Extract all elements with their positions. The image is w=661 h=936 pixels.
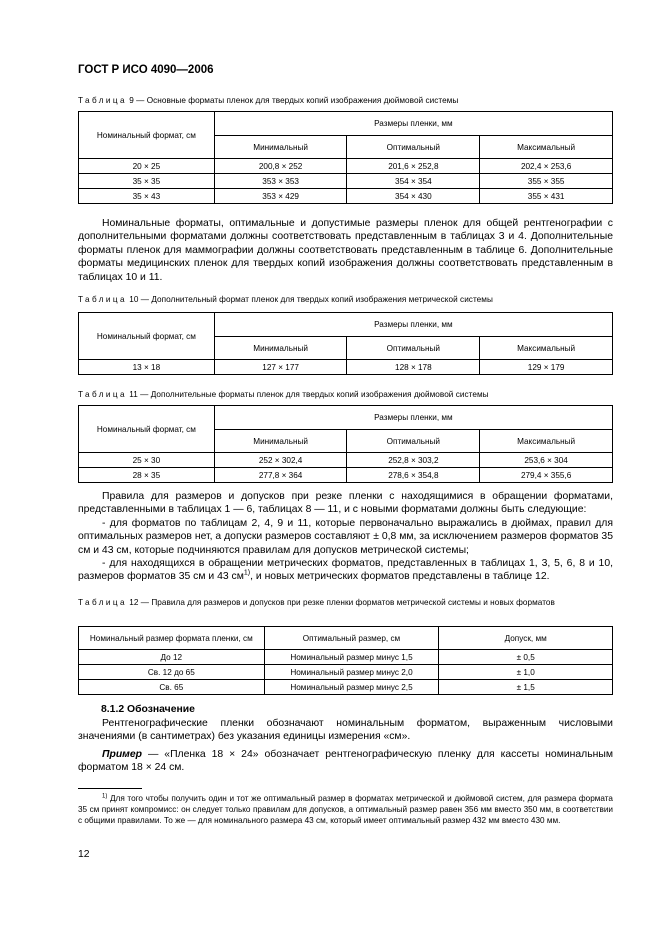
cell: ± 0,5: [439, 650, 613, 665]
header-opt: Оптимальный: [347, 430, 480, 453]
table-row: [79, 468, 613, 483]
header-film-sizes: Размеры пленки, мм: [214, 313, 612, 337]
cell: 354 × 354: [347, 174, 480, 189]
page-number: 12: [78, 849, 90, 860]
paragraph-designation: [78, 717, 613, 775]
example-text: — «Пленка 18 × 24» обозначает рентгенографическую пленку для кассеты номинальным форматом 18 × 24 см.: [78, 748, 613, 774]
table-row: [79, 650, 613, 665]
cell: 200,8 × 252: [214, 159, 347, 174]
cell: 252 × 302,4: [214, 453, 347, 468]
paragraph-rules: [78, 490, 613, 584]
cell: 128 × 178: [347, 360, 480, 375]
paragraph-text: Номинальные форматы, оптимальные и допустимые размеры пленок для общей рентгенографии с дополнительными форматами должны соответствовать представленным в таблицах 3 и 4. Дополнительные форматы пленок для маммографии должны соответствовать представленным в таблице 6. Дополнительные форматы медицинских пленок для твердых копий изображения должны соответствовать представленным в таблицах 10 и 11.: [78, 218, 613, 283]
table-row: [79, 360, 613, 375]
cell: 354 × 430: [347, 189, 480, 204]
footnote-text: [78, 793, 613, 827]
caption-word: Таблица: [78, 390, 127, 399]
cell: 353 × 429: [214, 189, 347, 204]
caption-word: Таблица: [78, 295, 127, 304]
cell: 202,4 × 253,6: [480, 159, 613, 174]
table-10-caption: [78, 295, 493, 304]
table-row: [79, 159, 613, 174]
table-12-caption: [78, 597, 613, 608]
cell: 355 × 355: [480, 174, 613, 189]
header-max: Максимальный: [480, 430, 613, 453]
cell: 129 × 179: [480, 360, 613, 375]
cell: 35 × 35: [79, 174, 215, 189]
table-row: [79, 189, 613, 204]
header-nominal: Номинальный формат, см: [79, 313, 215, 360]
table-row: [79, 453, 613, 468]
footnote-mark: 1): [102, 793, 108, 800]
cell: 353 × 353: [214, 174, 347, 189]
standard-header: ГОСТ Р ИСО 4090—2006: [78, 64, 214, 76]
cell: ± 1,0: [439, 665, 613, 680]
cell: 13 × 18: [79, 360, 215, 375]
text-run: , и новых метрических форматов представлены в таблице 12.: [250, 571, 550, 583]
caption-word: Таблица: [78, 96, 127, 105]
caption-text: 11 — Дополнительные форматы пленок для твердых копий изображения дюймовой системы: [126, 390, 489, 399]
header-opt: Оптимальный: [347, 136, 480, 159]
footnote: [78, 793, 613, 827]
cell: 127 × 177: [214, 360, 347, 375]
cell: 20 × 25: [79, 159, 215, 174]
footnote-divider: [78, 788, 142, 789]
table-12: [78, 626, 613, 695]
cell: Св. 12 до 65: [79, 665, 265, 680]
cell: Номинальный размер минус 2,5: [264, 680, 439, 695]
paragraph-formats: [78, 217, 613, 284]
header-nominal: Номинальный формат, см: [79, 406, 215, 453]
cell: До 12: [79, 650, 265, 665]
paragraph-text: Рентгенографические пленки обозначают номинальным форматом, выраженным числовыми значениями (в сантиметрах) без указания единицы измерения «см».: [78, 718, 613, 743]
table-11: [78, 405, 613, 483]
header-nominal: Номинальный формат, см: [79, 112, 215, 159]
table-9-caption: [78, 96, 458, 105]
caption-text: 10 — Дополнительный формат пленок для твердых копий изображения метрической системы: [126, 295, 493, 304]
header-max: Максимальный: [480, 136, 613, 159]
cell: Номинальный размер минус 1,5: [264, 650, 439, 665]
header-min: Минимальный: [214, 430, 347, 453]
caption-text: 12 — Правила для размеров и допусков при резке пленки форматов метрической системы и новых форматов: [126, 598, 555, 607]
paragraph-text: [78, 557, 613, 584]
table-11-caption: [78, 390, 489, 399]
cell: Св. 65: [79, 680, 265, 695]
cell: 278,6 × 354,8: [347, 468, 480, 483]
cell: 201,6 × 252,8: [347, 159, 480, 174]
cell: 355 × 431: [480, 189, 613, 204]
table-9: [78, 111, 613, 204]
header-opt: Оптимальный: [347, 337, 480, 360]
paragraph-text: - для форматов по таблицам 2, 4, 9 и 11, которые первоначально выражались в дюймах, правил для оптимальных размеров нет, а допуски размеров составляют ± 0,8 мм, за исключением размеров форматов 35 см и 43 см, которые подчиняются правилам для допусков метрической системы;: [78, 517, 613, 556]
example-label: Пример: [102, 748, 142, 760]
text-run: - для находящихся в обращении метрических форматов, представленных в таблицах 1, 3, 5, 6, 8 и 10, размеров форматов 35 см и 43 см: [78, 558, 613, 583]
header-min: Минимальный: [214, 136, 347, 159]
cell: 253,6 × 304: [480, 453, 613, 468]
header-min: Минимальный: [214, 337, 347, 360]
table-10: [78, 312, 613, 375]
table-row: [79, 174, 613, 189]
table-row: [79, 665, 613, 680]
caption-word: Таблица: [78, 598, 127, 607]
cell: ± 1,5: [439, 680, 613, 695]
cell: 277,8 × 364: [214, 468, 347, 483]
header-opt: Оптимальный размер, см: [264, 627, 439, 650]
cell: 25 × 30: [79, 453, 215, 468]
header-nominal: Номинальный размер формата пленки, см: [79, 627, 265, 650]
paragraph-text: Правила для размеров и допусков при резке пленки с находящимися в обращении форматами, представленными в таблицах 1 — 6, таблицах 8 — 11, и с новыми форматами должны быть следующие:: [78, 491, 613, 516]
cell: 279,4 × 355,6: [480, 468, 613, 483]
footnote-ref: 1): [243, 569, 251, 577]
header-film-sizes: Размеры пленки, мм: [214, 406, 612, 430]
table-row: [79, 680, 613, 695]
caption-text: 9 — Основные форматы пленок для твердых копий изображения дюймовой системы: [126, 96, 459, 105]
footnote-body: Для того чтобы получить один и тот же оптимальный размер в форматах метрической и дюймовой систем, для размера формата 35 см принят компромисс: он следует только правилам для допусков, а оптимальный размер равен 356 мм вместо 350 мм, в соответствии с общими правилами. То же — для номинального размера 43 см, который имеет оптимальный размер 432 мм вместо 430 мм.: [78, 794, 613, 826]
header-max: Максимальный: [480, 337, 613, 360]
header-film-sizes: Размеры пленки, мм: [214, 112, 612, 136]
paragraph-example: [78, 748, 613, 775]
cell: 28 × 35: [79, 468, 215, 483]
cell: 252,8 × 303,2: [347, 453, 480, 468]
cell: Номинальный размер минус 2,0: [264, 665, 439, 680]
header-tolerance: Допуск, мм: [439, 627, 613, 650]
section-heading: 8.1.2 Обозначение: [101, 704, 195, 715]
cell: 35 × 43: [79, 189, 215, 204]
